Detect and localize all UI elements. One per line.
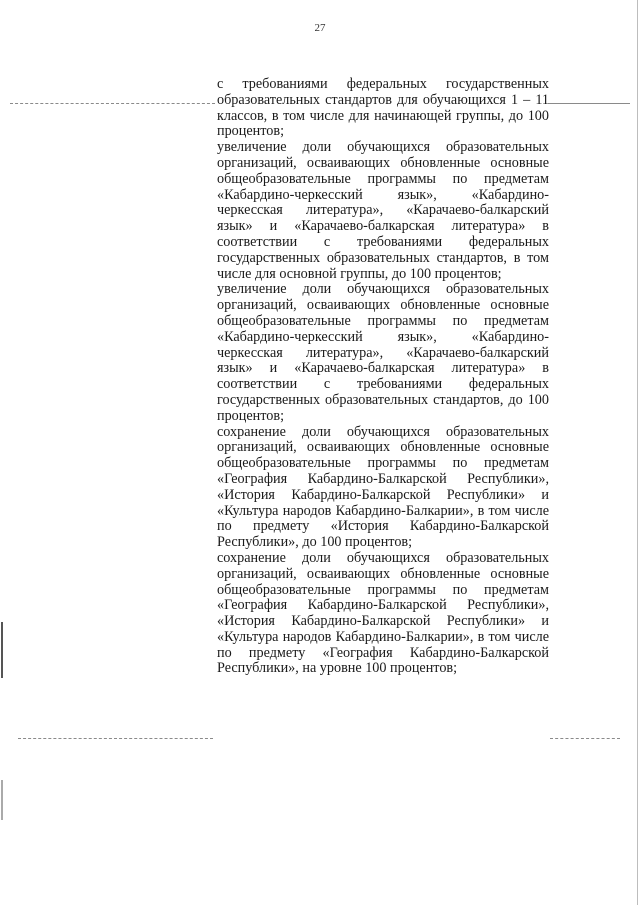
document-body [217, 77, 549, 677]
scan-artifact-line [550, 738, 620, 739]
scan-artifact-line [548, 103, 630, 104]
paragraph: увеличение доли обучающихся образовательных организаций, осваивающих обновленные основные общеобразовательные программы по предметам «Кабардино-черкесский язык», «Кабардино-черкесская литература», «Карачаево-балкарский язык» и «Карачаево-балкарская литература» в соответствии с требованиями федеральных государственных образовательных стандартов, в том числе для основной группы, до 100 процентов; [217, 139, 549, 282]
scan-artifact-line [18, 738, 213, 739]
scan-edge-mark [1, 780, 3, 820]
paragraph: сохранение доли обучающихся образовательных организаций, осваивающих обновленные основные общеобразовательные программы по предметам «География Кабардино-Балкарской Республики», «История Кабардино-Балкарской Республики» и «Культура народов Кабардино-Балкарии», в том числе по предмету «География Кабардино-Балкарской Республики», на уровне 100 процентов; [217, 549, 549, 677]
paragraph: увеличение доли обучающихся образовательных организаций, осваивающих обновленные основные общеобразовательные программы по предметам «Кабардино-черкесский язык», «Кабардино-черкесская литература», «Карачаево-балкарский язык» и «Карачаево-балкарская литература» в соответствии с требованиями федеральных государственных образовательных стандартов, до 100 процентов; [217, 281, 549, 424]
paragraph: сохранение доли обучающихся образовательных организаций, осваивающих обновленные основные общеобразовательные программы по предметам «География Кабардино-Балкарской Республики», «История Кабардино-Балкарской Республики» и «Культура народов Кабардино-Балкарии», в том числе по предмету «История Кабардино-Балкарской Республики», до 100 процентов; [217, 423, 549, 551]
paragraph: с требованиями федеральных государственных образовательных стандартов для обучающихся 1 – 11 классов, в том числе для начинающей группы, до 100 процентов; [217, 76, 549, 140]
scan-edge-mark [637, 0, 638, 905]
scan-edge-mark [1, 622, 3, 678]
scan-artifact-line [10, 103, 215, 104]
page-number: 27 [314, 22, 326, 34]
